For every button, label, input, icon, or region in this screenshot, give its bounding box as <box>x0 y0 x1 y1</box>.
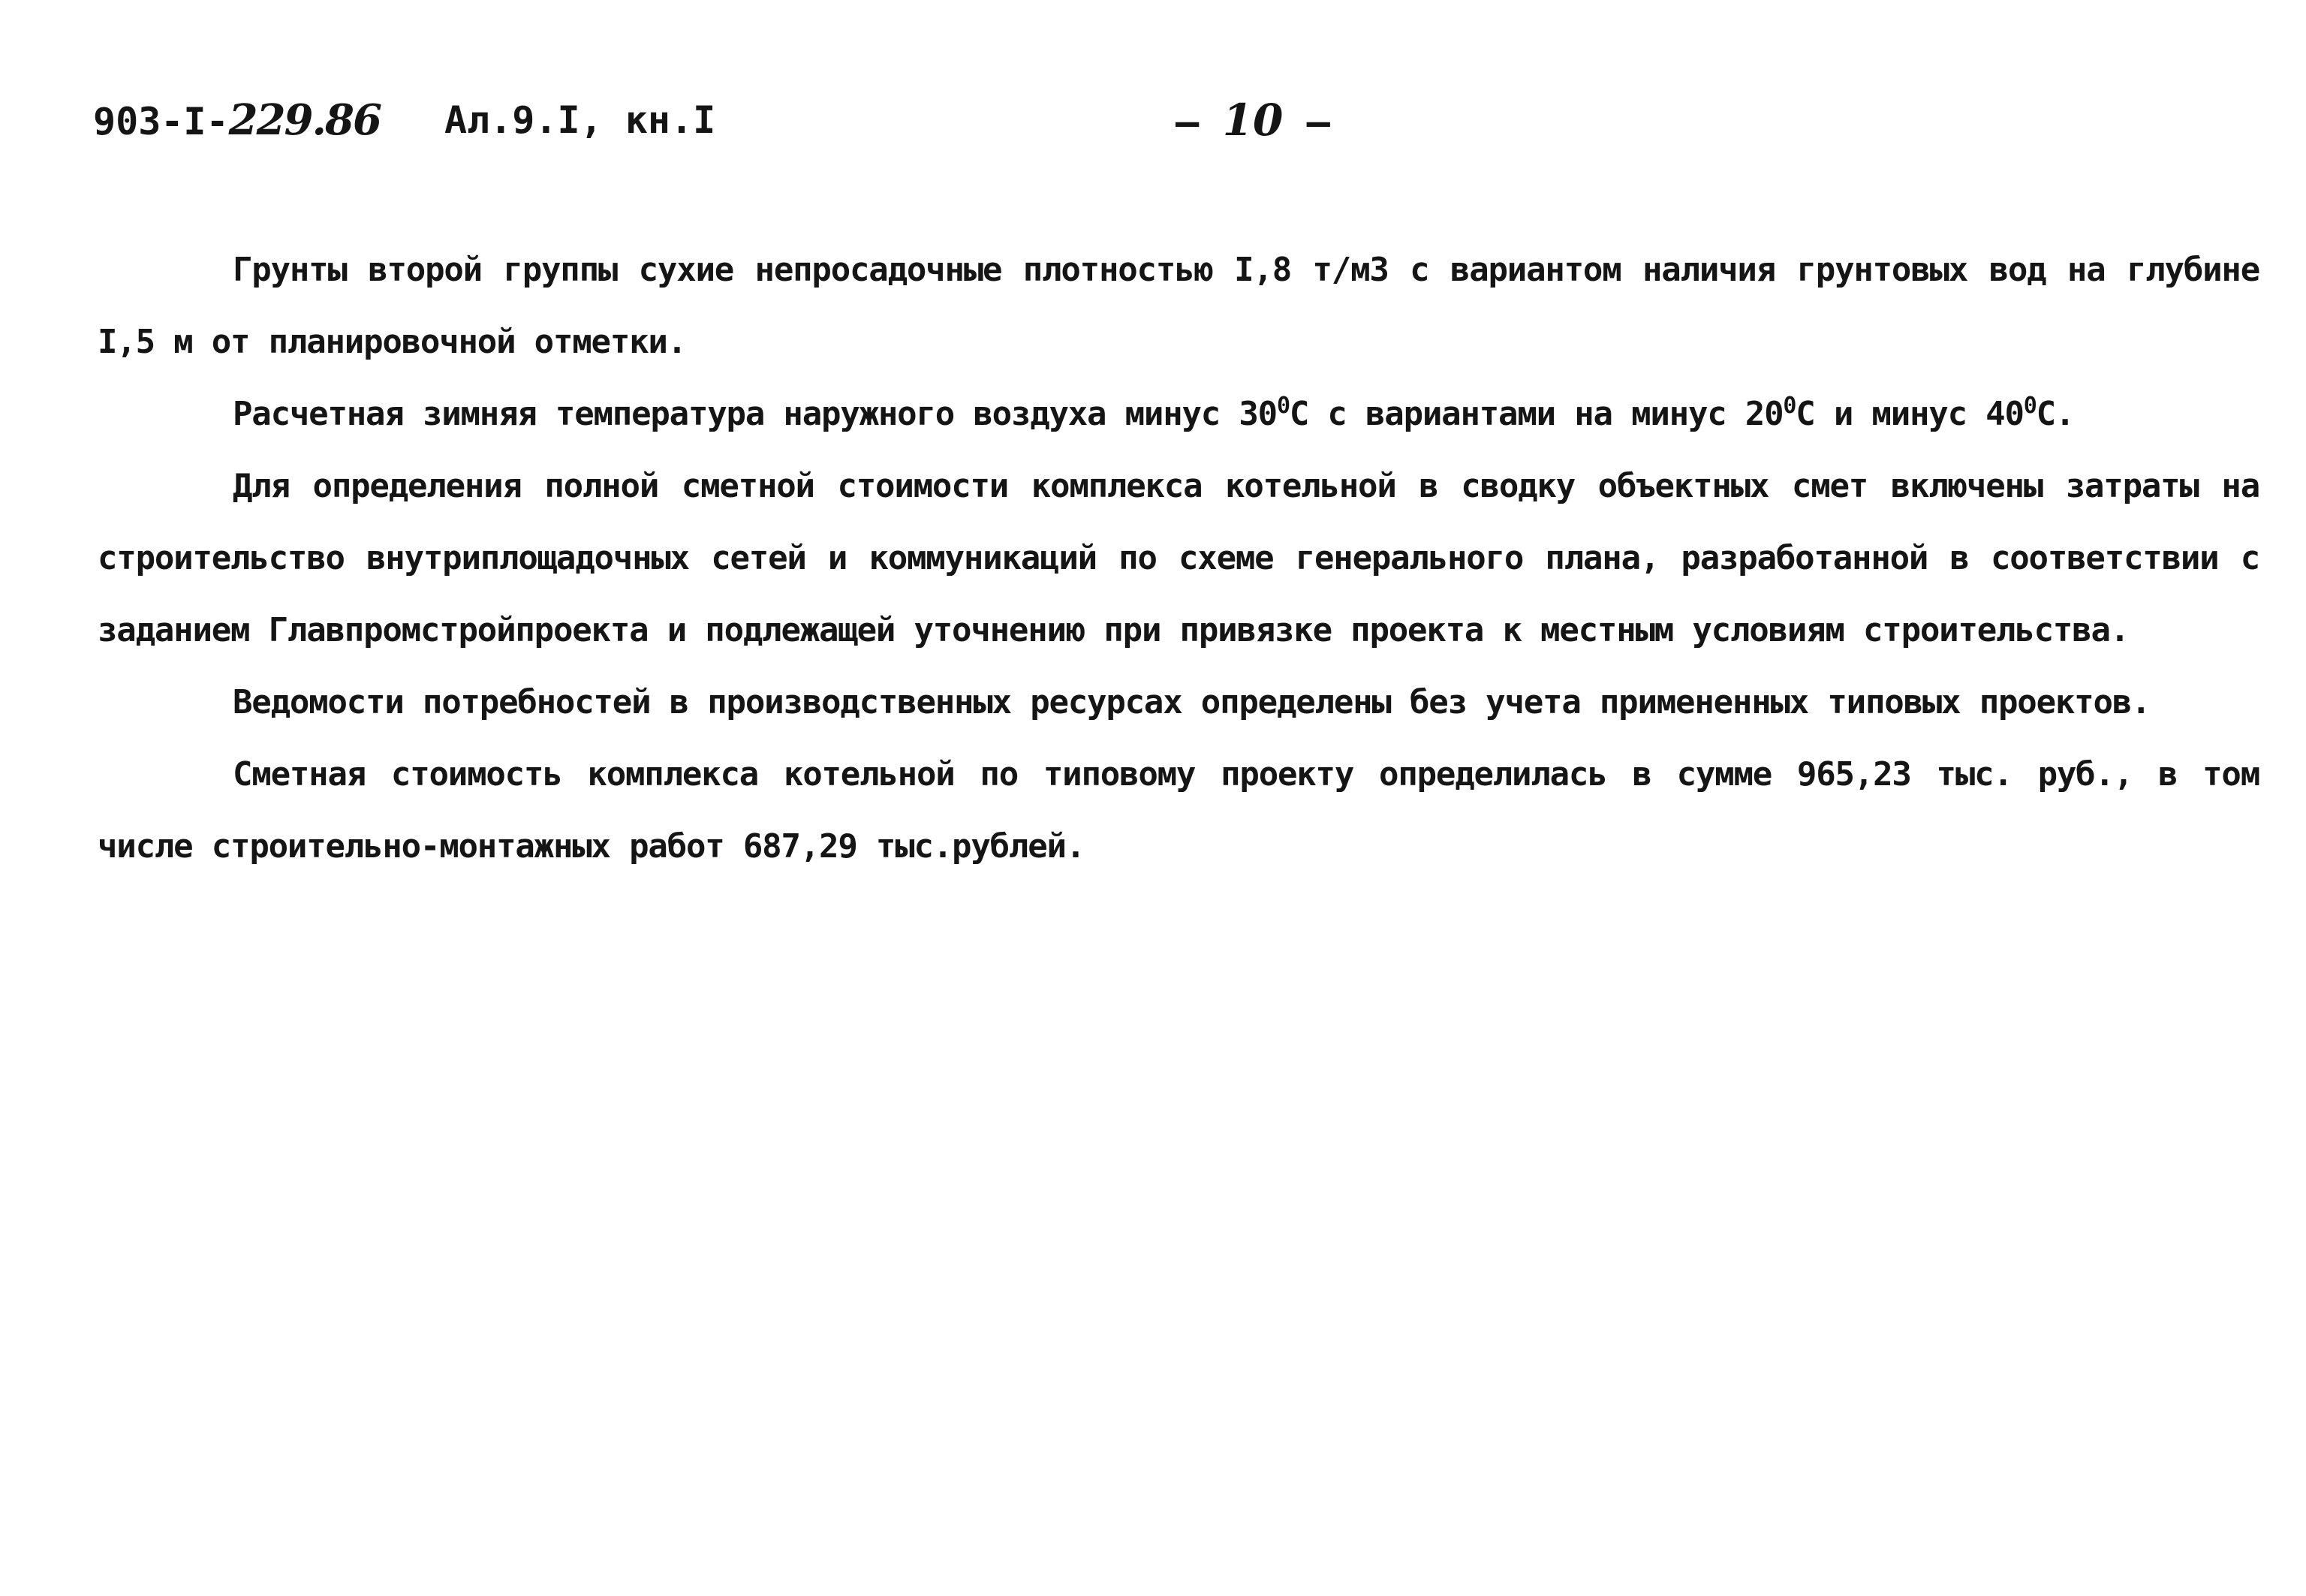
paragraph-estimate-scope: Для определения полной сметной стоимости комплекса котельной в сводку объектных смет включены затраты на строительство внутриплощадочных сетей и коммуникаций по схеме генерального плана, разработанной в соответствии с заданием Главпромстройпроекта и подлежащей уточнению при привязке проекта к местным условиям строительства. <box>98 467 2259 649</box>
page-number-handwritten: 10 <box>1222 95 1284 146</box>
document-code-prefix: 903-I- <box>93 100 229 143</box>
paragraph-temperature <box>98 378 2259 450</box>
paragraph-soil: Грунты второй группы сухие непросадочные плотностью I,8 т/м3 с вариантом наличия грунтовых вод на глубине I,5 м от планировочной отметки. <box>98 251 2259 361</box>
paragraph-cost: Сметная стоимость комплекса котельной по типовому проекту определилась в сумме 965,23 тыс. руб., в том числе строительно-монтажных работ 687,29 тыс.рублей. <box>98 755 2259 866</box>
temperature-text-4: С. <box>2036 395 2075 433</box>
page-number-dash-right: — <box>1283 100 1330 145</box>
degree-sup-1: 0 <box>1276 393 1290 419</box>
degree-sup-3: 0 <box>2023 393 2037 419</box>
temperature-text-1: Расчетная зимняя температура наружного воздуха минус 30 <box>233 395 1277 433</box>
temperature-text-3: С и минус 40 <box>1796 395 2024 433</box>
album-reference: Ал.9.I, кн.I <box>444 98 716 142</box>
paragraph-resources: Ведомости потребностей в производственных ресурсах определены без учета примененных типовых проектов. <box>233 683 2151 721</box>
page-number <box>1176 90 1330 152</box>
degree-sup-2: 0 <box>1783 393 1796 419</box>
temperature-text-2: С с вариантами на минус 20 <box>1289 395 1784 433</box>
document-code-handwritten: 229.86 <box>228 95 381 145</box>
document-code <box>93 90 381 152</box>
page-number-dash-left: — <box>1176 100 1223 145</box>
document-body <box>98 234 2259 883</box>
page-header <box>93 90 2270 150</box>
